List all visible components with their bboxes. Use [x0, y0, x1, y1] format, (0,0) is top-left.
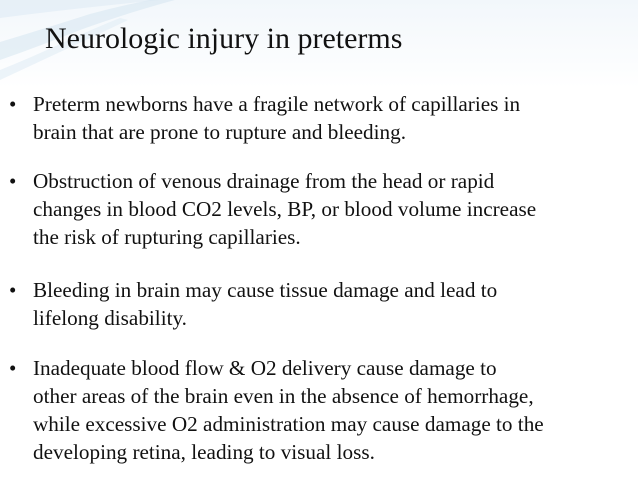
- bullet-icon: •: [9, 278, 17, 302]
- bullet-text: [33, 90, 633, 146]
- bullet-line: Obstruction of venous drainage from the head or rapid: [33, 169, 495, 193]
- bullet-text: [33, 276, 633, 332]
- bullet-line: other areas of the brain even in the absence of hemorrhage,: [33, 384, 534, 408]
- bullet-text: [33, 354, 633, 466]
- bullet-icon: •: [9, 356, 17, 380]
- bullet-line: the risk of rupturing capillaries.: [33, 225, 301, 249]
- bullet-text: [33, 167, 633, 251]
- bullet-icon: •: [9, 169, 17, 193]
- bullet-line: changes in blood CO2 levels, BP, or blood volume increase: [33, 197, 537, 221]
- bullet-line: Preterm newborns have a fragile network of capillaries in: [33, 92, 521, 116]
- bullet-line: Bleeding in brain may cause tissue damage and lead to: [33, 278, 498, 302]
- bullet-line: lifelong disability.: [33, 306, 187, 330]
- bullet-line: brain that are prone to rupture and bleeding.: [33, 120, 406, 144]
- bullet-icon: •: [9, 92, 17, 116]
- bullet-line: developing retina, leading to visual loss.: [33, 440, 375, 464]
- bullet-line: Inadequate blood flow & O2 delivery cause damage to: [33, 356, 497, 380]
- slide-title: Neurologic injury in preterms: [45, 22, 403, 55]
- bullet-line: while excessive O2 administration may cause damage to the: [33, 412, 544, 436]
